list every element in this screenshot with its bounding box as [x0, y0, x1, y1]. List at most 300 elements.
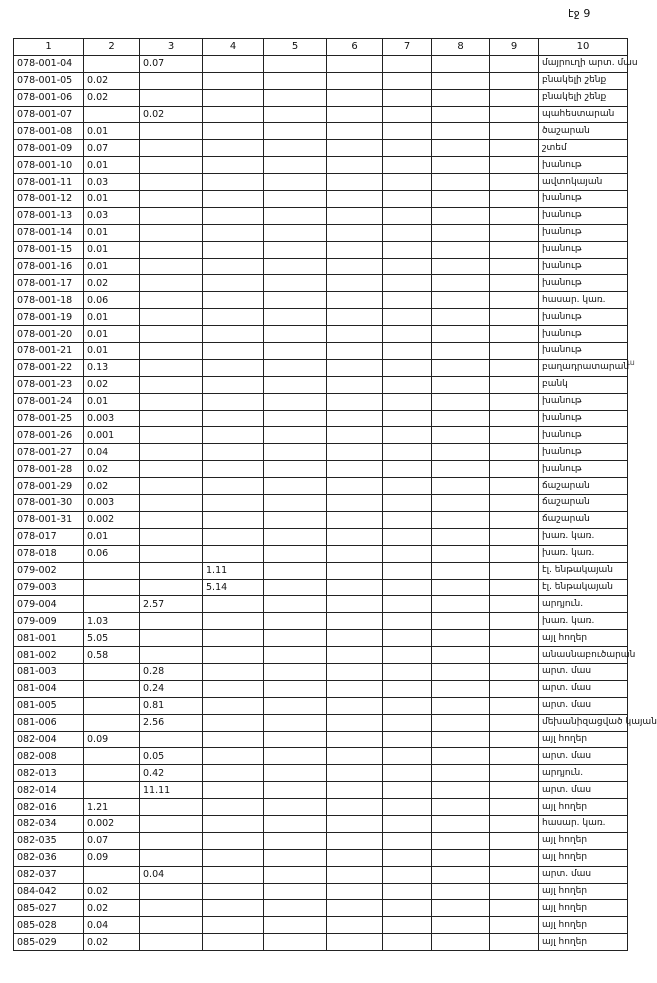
area-cell-col6: [327, 89, 383, 106]
area-cell-col5: [264, 207, 327, 224]
table-row: [14, 714, 628, 731]
area-cell-col5: [264, 241, 327, 258]
plot-code-cell: 082-008: [14, 748, 84, 765]
area-cell-col8: [432, 309, 490, 326]
land-use-cell: մայրուղի արտ. մաս: [539, 55, 628, 72]
plot-code-cell: 078-001-25: [14, 410, 84, 427]
area-cell-col6: [327, 832, 383, 849]
area-cell-col4: [203, 832, 264, 849]
area-cell-col8: [432, 832, 490, 849]
area-cell-col7: [383, 663, 432, 680]
area-cell-col7: [383, 748, 432, 765]
column-header-2: 2: [84, 39, 140, 56]
area-cell-col8: [432, 731, 490, 748]
area-cell-col5: [264, 376, 327, 393]
area-cell-col3: [140, 883, 203, 900]
area-cell-col4: [203, 55, 264, 72]
table-row: [14, 900, 628, 917]
area-cell-col9: [490, 883, 539, 900]
area-cell-col8: [432, 461, 490, 478]
area-cell-col5: [264, 917, 327, 934]
area-cell-col8: [432, 123, 490, 140]
area-cell-col5: [264, 782, 327, 799]
plot-code-cell: 082-014: [14, 782, 84, 799]
area-cell-col7: [383, 359, 432, 376]
land-use-cell: արտ. մաս: [539, 866, 628, 883]
land-use-cell: խառ. կառ.: [539, 545, 628, 562]
area-cell-col9: [490, 191, 539, 208]
plot-code-cell: 085-027: [14, 900, 84, 917]
plot-code-cell: 081-006: [14, 714, 84, 731]
land-use-cell: բաղադրատարան: [539, 359, 628, 376]
area-cell-col7: [383, 596, 432, 613]
plot-code-cell: 078-001-26: [14, 427, 84, 444]
area-cell-col7: [383, 832, 432, 849]
area-cell-col2: 0.002: [84, 815, 140, 832]
area-cell-col2: 0.58: [84, 647, 140, 664]
plot-code-cell: 078-001-06: [14, 89, 84, 106]
plot-code-cell: 081-005: [14, 697, 84, 714]
land-use-cell: հասար. կառ.: [539, 815, 628, 832]
area-cell-col4: [203, 326, 264, 343]
area-cell-col9: [490, 562, 539, 579]
plot-code-cell: 078-018: [14, 545, 84, 562]
area-cell-col3: [140, 461, 203, 478]
area-cell-col5: [264, 579, 327, 596]
area-cell-col6: [327, 140, 383, 157]
area-cell-col8: [432, 579, 490, 596]
area-cell-col9: [490, 832, 539, 849]
area-cell-col7: [383, 393, 432, 410]
area-cell-col4: [203, 849, 264, 866]
area-cell-col5: [264, 55, 327, 72]
plot-code-cell: 078-001-04: [14, 55, 84, 72]
plot-code-cell: 078-001-11: [14, 174, 84, 191]
table-row: [14, 224, 628, 241]
area-cell-col6: [327, 224, 383, 241]
table-row: [14, 207, 628, 224]
area-cell-col3: [140, 393, 203, 410]
plot-code-cell: 079-009: [14, 613, 84, 630]
area-cell-col3: 0.05: [140, 748, 203, 765]
area-cell-col2: 0.01: [84, 393, 140, 410]
area-cell-col5: [264, 89, 327, 106]
area-cell-col7: [383, 191, 432, 208]
area-cell-col3: [140, 799, 203, 816]
area-cell-col3: 0.24: [140, 680, 203, 697]
plot-code-cell: 081-001: [14, 630, 84, 647]
area-cell-col8: [432, 799, 490, 816]
area-cell-col7: [383, 258, 432, 275]
area-cell-col6: [327, 663, 383, 680]
area-cell-col5: [264, 478, 327, 495]
land-use-cell: արտ. մաս: [539, 680, 628, 697]
area-cell-col3: 0.04: [140, 866, 203, 883]
area-cell-col6: [327, 528, 383, 545]
land-use-cell: շտեմ: [539, 140, 628, 157]
area-cell-col6: [327, 545, 383, 562]
plot-code-cell: 078-001-22: [14, 359, 84, 376]
area-cell-col6: [327, 900, 383, 917]
land-use-cell: խանութ: [539, 410, 628, 427]
area-cell-col9: [490, 376, 539, 393]
area-cell-col6: [327, 157, 383, 174]
plot-code-cell: 084-042: [14, 883, 84, 900]
area-cell-col5: [264, 748, 327, 765]
land-use-cell: խանութ: [539, 224, 628, 241]
area-cell-col6: [327, 562, 383, 579]
area-cell-col2: 0.03: [84, 174, 140, 191]
area-cell-col7: [383, 697, 432, 714]
area-cell-col7: [383, 444, 432, 461]
area-cell-col5: [264, 562, 327, 579]
area-cell-col7: [383, 106, 432, 123]
area-cell-col8: [432, 596, 490, 613]
area-cell-col2: 1.03: [84, 613, 140, 630]
area-cell-col9: [490, 866, 539, 883]
area-cell-col3: 2.57: [140, 596, 203, 613]
area-cell-col8: [432, 815, 490, 832]
table-row: [14, 917, 628, 934]
area-cell-col3: 0.42: [140, 765, 203, 782]
area-cell-col2: 0.02: [84, 478, 140, 495]
area-cell-col5: [264, 511, 327, 528]
table-row: [14, 799, 628, 816]
area-cell-col4: [203, 528, 264, 545]
area-cell-col8: [432, 258, 490, 275]
area-cell-col3: [140, 478, 203, 495]
area-cell-col2: [84, 782, 140, 799]
column-header-3: 3: [140, 39, 203, 56]
area-cell-col6: [327, 326, 383, 343]
land-use-cell: այլ հողեր: [539, 832, 628, 849]
area-cell-col6: [327, 275, 383, 292]
area-cell-col4: [203, 815, 264, 832]
area-cell-col4: [203, 174, 264, 191]
area-cell-col5: [264, 326, 327, 343]
area-cell-col9: [490, 630, 539, 647]
area-cell-col8: [432, 714, 490, 731]
area-cell-col7: [383, 55, 432, 72]
area-cell-col4: [203, 106, 264, 123]
land-use-cell: խառ. կառ.: [539, 613, 628, 630]
area-cell-col4: [203, 258, 264, 275]
land-use-cell: արդյուն.: [539, 765, 628, 782]
margin-mark: ա: [627, 358, 635, 367]
table-row: [14, 630, 628, 647]
table-body: [14, 55, 657, 950]
area-cell-col5: [264, 765, 327, 782]
table-row: [14, 934, 628, 951]
table-row: [14, 275, 628, 292]
area-cell-col9: [490, 292, 539, 309]
area-cell-col3: [140, 174, 203, 191]
land-use-cell: խանութ: [539, 157, 628, 174]
area-cell-col9: [490, 714, 539, 731]
plot-code-cell: 078-001-07: [14, 106, 84, 123]
area-cell-col4: 1.11: [203, 562, 264, 579]
area-cell-col3: [140, 444, 203, 461]
area-cell-col4: [203, 376, 264, 393]
area-cell-col9: [490, 427, 539, 444]
area-cell-col4: [203, 241, 264, 258]
area-cell-col6: [327, 849, 383, 866]
area-cell-col2: 0.01: [84, 326, 140, 343]
area-cell-col2: 0.002: [84, 511, 140, 528]
area-cell-col9: [490, 410, 539, 427]
area-cell-col3: [140, 224, 203, 241]
table-row: [14, 309, 628, 326]
area-cell-col2: [84, 680, 140, 697]
area-cell-col6: [327, 630, 383, 647]
table-row: [14, 123, 628, 140]
area-cell-col3: [140, 815, 203, 832]
area-cell-col8: [432, 140, 490, 157]
area-cell-col8: [432, 241, 490, 258]
area-cell-col7: [383, 174, 432, 191]
area-cell-col3: [140, 528, 203, 545]
area-cell-col3: [140, 613, 203, 630]
area-cell-col5: [264, 292, 327, 309]
area-cell-col8: [432, 55, 490, 72]
area-cell-col9: [490, 511, 539, 528]
area-cell-col2: [84, 765, 140, 782]
area-cell-col4: [203, 359, 264, 376]
area-cell-col5: [264, 140, 327, 157]
area-cell-col4: [203, 765, 264, 782]
area-cell-col9: [490, 444, 539, 461]
area-cell-col4: [203, 545, 264, 562]
area-cell-col4: [203, 900, 264, 917]
table-row: [14, 140, 628, 157]
area-cell-col4: [203, 207, 264, 224]
table-row: [14, 832, 628, 849]
plot-code-cell: 078-001-17: [14, 275, 84, 292]
area-cell-col2: 0.02: [84, 934, 140, 951]
area-cell-col9: [490, 106, 539, 123]
area-cell-col8: [432, 630, 490, 647]
area-cell-col2: 0.01: [84, 123, 140, 140]
area-cell-col7: [383, 562, 432, 579]
area-cell-col6: [327, 680, 383, 697]
area-cell-col4: [203, 275, 264, 292]
column-header-4: 4: [203, 39, 264, 56]
area-cell-col9: [490, 241, 539, 258]
area-cell-col4: [203, 89, 264, 106]
area-cell-col9: [490, 680, 539, 697]
area-cell-col5: [264, 444, 327, 461]
area-cell-col3: [140, 545, 203, 562]
area-cell-col6: [327, 697, 383, 714]
area-cell-col3: [140, 647, 203, 664]
plot-code-cell: 081-002: [14, 647, 84, 664]
area-cell-col3: 0.07: [140, 55, 203, 72]
area-cell-col6: [327, 55, 383, 72]
area-cell-col7: [383, 866, 432, 883]
area-cell-col6: [327, 359, 383, 376]
area-cell-col7: [383, 427, 432, 444]
area-cell-col2: 0.02: [84, 900, 140, 917]
area-cell-col2: 0.003: [84, 495, 140, 512]
table-row: [14, 478, 628, 495]
area-cell-col7: [383, 72, 432, 89]
area-cell-col5: [264, 849, 327, 866]
table-row: [14, 444, 628, 461]
area-cell-col9: [490, 528, 539, 545]
plot-code-cell: 078-001-15: [14, 241, 84, 258]
area-cell-col9: [490, 55, 539, 72]
area-cell-col7: [383, 309, 432, 326]
area-cell-col5: [264, 815, 327, 832]
area-cell-col9: [490, 697, 539, 714]
area-cell-col2: [84, 579, 140, 596]
area-cell-col6: [327, 393, 383, 410]
area-cell-col3: [140, 630, 203, 647]
land-use-cell: այլ հողեր: [539, 934, 628, 951]
area-cell-col4: [203, 123, 264, 140]
land-use-cell: այլ հողեր: [539, 917, 628, 934]
area-cell-col6: [327, 207, 383, 224]
table-row: [14, 258, 628, 275]
area-cell-col7: [383, 89, 432, 106]
table-row: [14, 55, 628, 72]
area-cell-col9: [490, 275, 539, 292]
area-cell-col6: [327, 596, 383, 613]
area-cell-col2: 0.02: [84, 461, 140, 478]
area-cell-col7: [383, 461, 432, 478]
area-cell-col4: [203, 511, 264, 528]
area-cell-col8: [432, 765, 490, 782]
area-cell-col6: [327, 714, 383, 731]
table-row: [14, 613, 628, 630]
area-cell-col3: [140, 89, 203, 106]
area-cell-col2: 0.07: [84, 832, 140, 849]
area-cell-col5: [264, 309, 327, 326]
area-cell-col8: [432, 224, 490, 241]
land-use-cell: էլ. ենթակայան: [539, 562, 628, 579]
area-cell-col4: [203, 934, 264, 951]
area-cell-col6: [327, 174, 383, 191]
area-cell-col5: [264, 72, 327, 89]
area-cell-col6: [327, 191, 383, 208]
plot-code-cell: 081-003: [14, 663, 84, 680]
land-use-cell: խանութ: [539, 444, 628, 461]
area-cell-col8: [432, 191, 490, 208]
plot-code-cell: 078-001-30: [14, 495, 84, 512]
land-use-cell: արտ. մաս: [539, 697, 628, 714]
area-cell-col8: [432, 157, 490, 174]
area-cell-col9: [490, 596, 539, 613]
area-cell-col9: [490, 934, 539, 951]
plot-code-cell: 082-013: [14, 765, 84, 782]
area-cell-col6: [327, 478, 383, 495]
area-cell-col7: [383, 613, 432, 630]
area-cell-col7: [383, 410, 432, 427]
area-cell-col6: [327, 427, 383, 444]
area-cell-col5: [264, 275, 327, 292]
area-cell-col5: [264, 258, 327, 275]
plot-code-cell: 082-016: [14, 799, 84, 816]
area-cell-col2: [84, 55, 140, 72]
area-cell-col5: [264, 613, 327, 630]
area-cell-col5: [264, 224, 327, 241]
table-row: [14, 545, 628, 562]
area-cell-col3: 11.11: [140, 782, 203, 799]
area-cell-col4: [203, 461, 264, 478]
area-cell-col3: [140, 731, 203, 748]
table-row: [14, 89, 628, 106]
area-cell-col5: [264, 393, 327, 410]
area-cell-col2: 1.21: [84, 799, 140, 816]
area-cell-col8: [432, 883, 490, 900]
area-cell-col2: 0.01: [84, 224, 140, 241]
area-cell-col3: [140, 376, 203, 393]
area-cell-col9: [490, 207, 539, 224]
table-row: [14, 157, 628, 174]
area-cell-col8: [432, 207, 490, 224]
table-row: [14, 765, 628, 782]
land-use-cell: խանութ: [539, 258, 628, 275]
plot-code-cell: 079-003: [14, 579, 84, 596]
area-cell-col2: [84, 562, 140, 579]
table-row: [14, 495, 628, 512]
land-use-cell: մեխանիզացված կայան: [539, 714, 628, 731]
area-cell-col9: [490, 647, 539, 664]
plot-code-cell: 078-001-20: [14, 326, 84, 343]
area-cell-col8: [432, 444, 490, 461]
area-cell-col7: [383, 343, 432, 360]
column-header-5: 5: [264, 39, 327, 56]
plot-code-cell: 079-004: [14, 596, 84, 613]
area-cell-col5: [264, 528, 327, 545]
area-cell-col2: 0.06: [84, 292, 140, 309]
plot-code-cell: 081-004: [14, 680, 84, 697]
table-row: [14, 663, 628, 680]
area-cell-col8: [432, 343, 490, 360]
area-cell-col2: 5.05: [84, 630, 140, 647]
area-cell-col4: [203, 224, 264, 241]
area-cell-col8: [432, 427, 490, 444]
area-cell-col6: [327, 579, 383, 596]
table-row: [14, 596, 628, 613]
area-cell-col6: [327, 106, 383, 123]
area-cell-col8: [432, 174, 490, 191]
table-row: [14, 292, 628, 309]
area-cell-col7: [383, 917, 432, 934]
table-row: [14, 461, 628, 478]
area-cell-col9: [490, 782, 539, 799]
area-cell-col5: [264, 410, 327, 427]
area-cell-col5: [264, 799, 327, 816]
land-use-cell: այլ հողեր: [539, 883, 628, 900]
column-header-10: 10: [539, 39, 628, 56]
area-cell-col4: [203, 410, 264, 427]
area-cell-col6: [327, 258, 383, 275]
land-use-cell: այլ հողեր: [539, 900, 628, 917]
plot-code-cell: 082-035: [14, 832, 84, 849]
area-cell-col6: [327, 799, 383, 816]
plot-code-cell: 082-004: [14, 731, 84, 748]
table-row: [14, 731, 628, 748]
plot-code-cell: 078-001-28: [14, 461, 84, 478]
table-row: [14, 191, 628, 208]
land-use-cell: այլ հողեր: [539, 731, 628, 748]
area-cell-col3: [140, 849, 203, 866]
plot-code-cell: 078-001-21: [14, 343, 84, 360]
area-cell-col6: [327, 647, 383, 664]
area-cell-col4: [203, 157, 264, 174]
area-cell-col2: 0.06: [84, 545, 140, 562]
